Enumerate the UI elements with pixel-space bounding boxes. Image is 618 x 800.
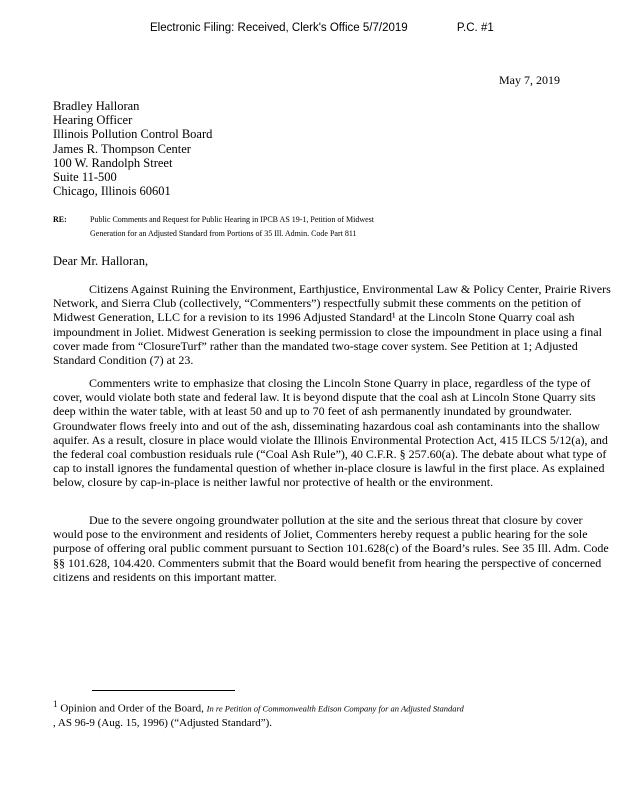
subject-line-2: Generation for an Adjusted Standard from Portions of 35 Ill. Admin. Code Part 811	[90, 229, 357, 238]
body-paragraph-3	[53, 513, 613, 584]
letter-date: May 7, 2019	[499, 73, 560, 87]
footnote-case-name: In re Petition of Commonwealth Edison Company for an Adjusted Standard	[206, 703, 464, 714]
recipient-title: Hearing Officer	[53, 113, 133, 128]
recipient-city: Chicago, Illinois 60601	[53, 184, 171, 199]
paragraph-text: Citizens Against Ruining the Environment, Earthjustice, Environmental Law & Policy Center, Prairie Rivers Network, and Sierra Club (collectively, “Commenters”) respectfully submit these comments on the petition of Midwest Generation, LLC for a revision to its 1996 Adjusted Standard¹ at the Lincoln Stone Quarry coal ash impoundment in Joliet. Midwest Generation is seeking permission to close the impoundment in place using a final cover made from “ClosureTurf” rather than the mandated two-stage cover system. See Petition at 1; Adjusted Standard Condition (7) at 23.	[53, 282, 611, 368]
filing-header	[150, 22, 504, 34]
paragraph-text: Commenters write to emphasize that closing the Lincoln Stone Quarry in place, regardless of the type of cover, would violate both state and federal law. It is beyond dispute that the coal ash at Lincoln Stone Quarry sits deep within the water table, with at least 50 and up to 70 feet of ash permanently inundated by groundwater. Groundwater flows freely into and out of the ash, disseminating hazardous coal ash contaminants into the shallow aquifer. As a result, closure in place would violate the Illinois Environmental Protection Act, 415 ILCS 5/12(a), and the federal coal combustion residuals rule (“Coal Ash Rule”), 40 C.F.R. § 257.60(a). The debate about what type of cap to install ignores the fundamental question of whether in-place closure is lawful in the first place. As explained below, closure by cap-in-place is neither lawful nor protective of health or the environment.	[53, 376, 608, 490]
recipient-name: Bradley Halloran	[53, 99, 140, 113]
recipient-organization: Illinois Pollution Control Board	[53, 127, 213, 142]
subject-label: RE:	[53, 215, 67, 224]
recipient-suite: Suite 11-500	[53, 170, 117, 185]
filing-stamp: Electronic Filing: Received, Clerk's Office 5/7/2019	[150, 22, 408, 34]
recipient-address	[53, 99, 212, 198]
recipient-building: James R. Thompson Center	[53, 141, 191, 156]
footnote-divider	[92, 690, 235, 691]
body-paragraph-2	[53, 376, 613, 490]
subject-text	[90, 213, 570, 241]
footnote-marker: 1	[53, 699, 58, 709]
paragraph-text: Due to the severe ongoing groundwater pollution at the site and the serious threat that closure by cover would pose to the environment and residents of Joliet, Commenters hereby request a public hearing for the sole purpose of offering oral public comment pursuant to Section 101.628(c) of the Board’s rules. See 35 Ill. Adm. Code §§ 101.628, 104.420. Commenters submit that the Board would benefit from hearing the perspective of concerned citizens and residents on this important matter.	[53, 513, 609, 584]
body-paragraph-1	[53, 282, 613, 367]
footnote-citation: , AS 96-9 (Aug. 15, 1996) (“Adjusted Standard”).	[53, 716, 273, 729]
subject-line-1: Public Comments and Request for Public Hearing in IPCB AS 19-1, Petition of Midwest	[90, 215, 374, 224]
pc-number: P.C. #1	[456, 22, 494, 34]
recipient-street: 100 W. Randolph Street	[53, 155, 173, 170]
footnote-text: Opinion and Order of the Board,	[60, 702, 204, 715]
footnote	[53, 697, 464, 730]
salutation: Dear Mr. Halloran,	[53, 254, 149, 268]
